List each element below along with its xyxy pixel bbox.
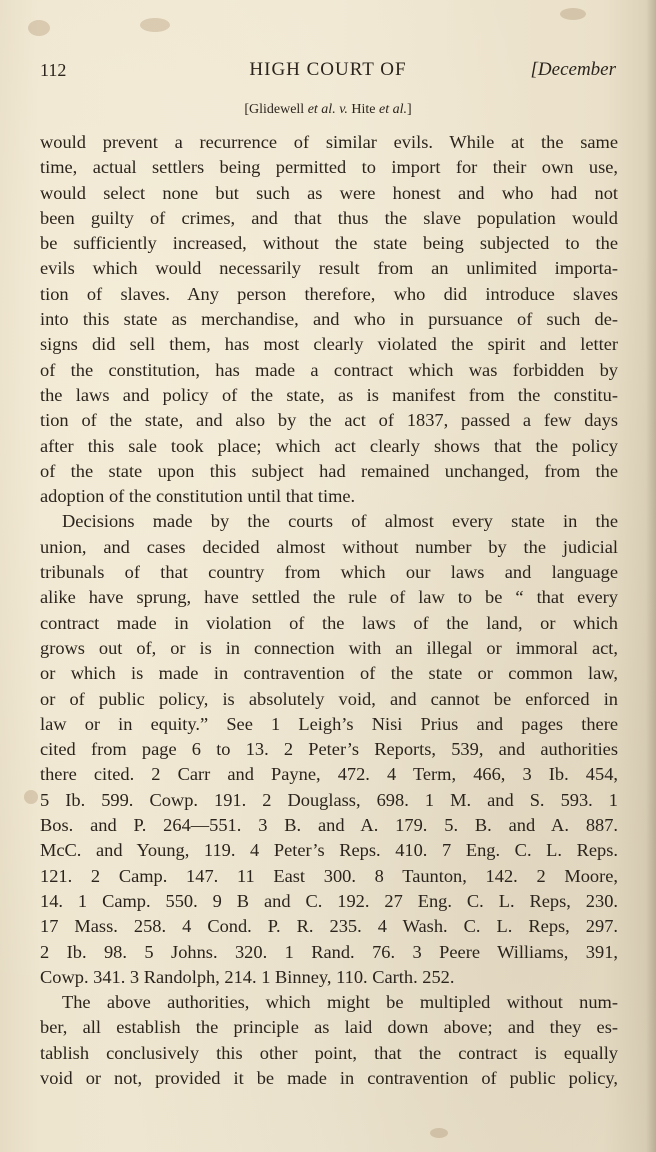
text-line: Bos. and P. 264—551. 3 B. and A. 179. 5. B. and A. 887. xyxy=(40,815,618,836)
foxing-spot xyxy=(28,20,50,36)
text-line: alike have sprung, have settled the rule of law to be “ that every xyxy=(40,587,618,608)
body-text xyxy=(40,130,618,1091)
text-line: into this state as merchandise, and who in pursuance of such de- xyxy=(40,309,618,330)
text-line: 5 Ib. 599. Cowp. 191. 2 Douglass, 698. 1 M. and S. 593. 1 xyxy=(40,789,618,810)
text-line: would prevent a recurrence of similar evils. While at the same xyxy=(40,132,618,152)
text-line: cited from page 6 to 13. 2 Peter’s Reports, 539, and authorities xyxy=(40,739,618,760)
text-line: the laws and policy of the state, as is manifest from the constitu- xyxy=(40,384,618,405)
text-line: or of public policy, is absolutely void, and cannot be enforced in xyxy=(40,688,618,709)
month-label: [December xyxy=(530,59,616,80)
text-line: law or in equity.” See 1 Leigh’s Nisi Prius and pages there xyxy=(40,713,618,734)
text-line: McC. and Young, 119. 4 Peter’s Reps. 410. 7 Eng. C. L. Reps. xyxy=(40,840,618,861)
text-line: 2 Ib. 98. 5 Johns. 320. 1 Rand. 76. 3 Peere Williams, 391, xyxy=(40,941,618,962)
foxing-spot xyxy=(430,1128,448,1138)
case-title-et-al: et al. xyxy=(307,102,336,117)
text-line: tion of the state, and also by the act of 1837, passed a few days xyxy=(40,410,618,431)
text-line: void or not, provided it be made in contravention of public policy, xyxy=(40,1067,618,1088)
foxing-spot xyxy=(24,790,38,804)
running-head xyxy=(40,58,616,86)
text-line: would select none but such as were honest and who had not xyxy=(40,182,618,203)
case-title-suffix: ] xyxy=(407,102,412,117)
text-line: 14. 1 Camp. 550. 9 B and C. 192. 27 Eng. C. L. Reps, 230. xyxy=(40,890,618,911)
text-line: of the constitution, has made a contract which was forbidden by xyxy=(40,359,618,380)
text-line: time, actual settlers being permitted to import for their own use, xyxy=(40,157,618,178)
case-title-versus: v. xyxy=(335,102,352,117)
text-line: ber, all establish the principle as laid down above; and they es- xyxy=(40,1017,618,1038)
paragraph-start-line: The above authorities, which might be multipled without num- xyxy=(62,992,618,1013)
text-line: signs did sell them, has most clearly violated the spirit and letter xyxy=(40,334,618,355)
paragraph-start-line: Decisions made by the courts of almost every state in the xyxy=(62,511,618,532)
text-line: 121. 2 Camp. 147. 11 East 300. 8 Taunton, 142. 2 Moore, xyxy=(40,865,618,886)
text-line: 17 Mass. 258. 4 Cond. P. R. 235. 4 Wash. C. L. Reps, 297. xyxy=(40,916,618,937)
text-line: there cited. 2 Carr and Payne, 472. 4 Term, 466, 3 Ib. 454, xyxy=(40,764,618,785)
text-line: or which is made in contravention of the state or common law, xyxy=(40,663,618,684)
text-line: be sufficiently increased, without the state being subjected to the xyxy=(40,233,618,254)
foxing-spot xyxy=(140,18,170,32)
case-title-prefix: [Glidewell xyxy=(244,102,308,117)
text-line: after this sale took place; which act clearly shows that the policy xyxy=(40,435,618,456)
page-number: 112 xyxy=(40,60,67,80)
text-line: contract made in violation of the laws of the land, or which xyxy=(40,612,618,633)
text-line: evils which would necessarily result from an unlimited importa- xyxy=(40,258,618,279)
text-line: of the state upon this subject had remained unchanged, from the xyxy=(40,460,618,481)
text-line: grows out of, or is in connection with an illegal or immoral act, xyxy=(40,637,618,658)
text-line: tablish conclusively this other point, that the contract is equally xyxy=(40,1042,618,1063)
text-line: been guilty of crimes, and that thus the slave population would xyxy=(40,207,618,228)
foxing-spot xyxy=(560,8,586,20)
text-line: union, and cases decided almost without number by the judicial xyxy=(40,536,618,557)
page-edge-shadow xyxy=(646,0,656,1152)
paragraph-end-line: Cowp. 341. 3 Randolph, 214. 1 Binney, 110. Carth. 252. xyxy=(40,966,455,987)
court-title: HIGH COURT OF xyxy=(249,59,407,80)
paragraph-end-line: adoption of the constitution until that time. xyxy=(40,486,356,507)
text-line: tribunals of that country from which our laws and language xyxy=(40,562,618,583)
text-line: tion of slaves. Any person therefore, who did introduce slaves xyxy=(40,283,618,304)
case-title xyxy=(40,102,616,118)
case-title-et-al: et al. xyxy=(379,102,407,117)
case-title-party: Hite xyxy=(351,102,379,117)
